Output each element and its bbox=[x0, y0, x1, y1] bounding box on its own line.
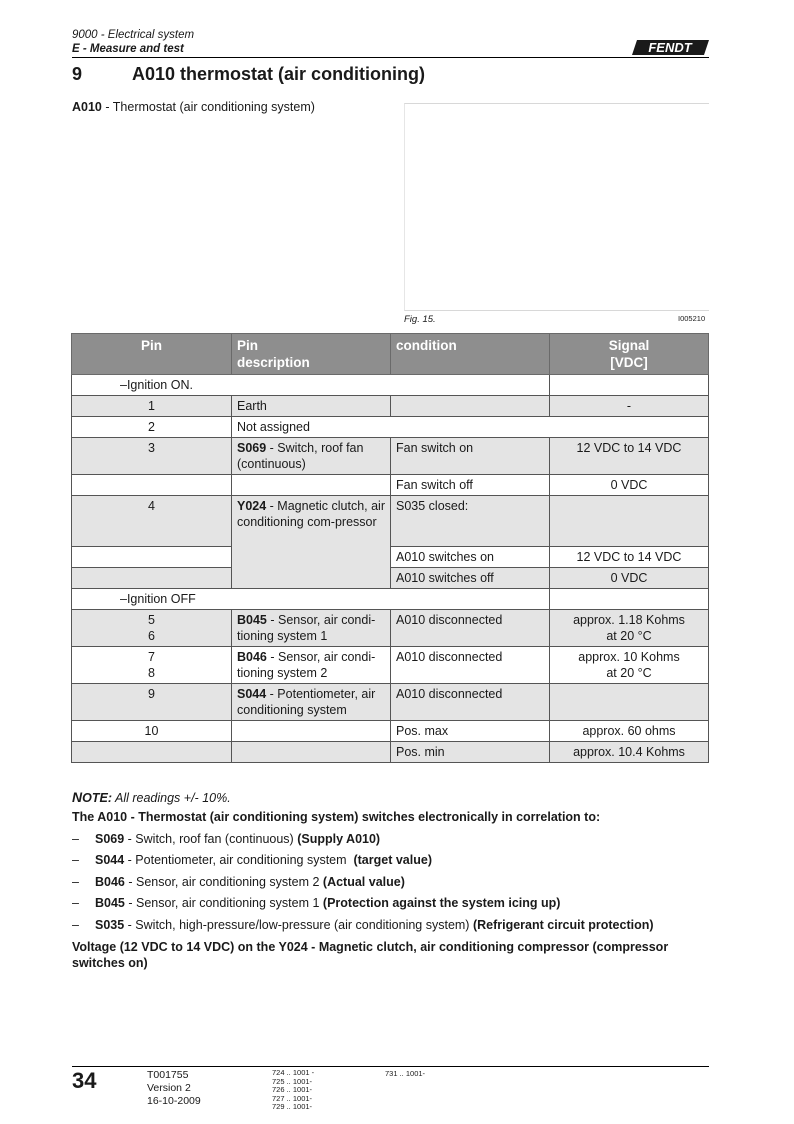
intro-code: A010 bbox=[72, 100, 102, 114]
intro-text bbox=[72, 100, 315, 114]
voltage-text: Voltage (12 VDC to 14 VDC) on the Y024 - Magnetic clutch, air conditioning compressor (compressor switches on) bbox=[72, 940, 669, 970]
header-condition: condition bbox=[391, 334, 550, 375]
figure-frame bbox=[404, 103, 709, 311]
table-row: Fan switch off 0 VDC bbox=[72, 475, 709, 496]
header-section: E - Measure and test bbox=[72, 43, 184, 55]
table-row: 3 S069 - Switch, roof fan (continuous) Fan switch on 12 VDC to 14 VDC bbox=[72, 438, 709, 475]
section-title: A010 thermostat (air conditioning) bbox=[132, 64, 426, 84]
ignition-on-label: –Ignition ON. bbox=[72, 375, 550, 396]
table-row: 2 Not assigned bbox=[72, 417, 709, 438]
footer-rule bbox=[72, 1066, 709, 1067]
header-pin-description: Pin description bbox=[232, 334, 391, 375]
table-row bbox=[72, 375, 709, 396]
table-row: 5 6 B045 - Sensor, air condi-tioning system 1 A010 disconnected approx. 1.18 Kohms at 20 °C bbox=[72, 610, 709, 647]
footer-series: 724 .. 1001 - 725 .. 1001- 726 .. 1001- 727 .. 1001- 729 .. 1001- bbox=[272, 1068, 315, 1112]
table-row: A010 switches off 0 VDC bbox=[72, 568, 709, 589]
summary-text: The A010 - Thermostat (air conditioning system) switches electronically in correlation to: bbox=[72, 810, 601, 824]
table-row: 10 Pos. max approx. 60 ohms bbox=[72, 721, 709, 742]
header-pin: Pin bbox=[72, 334, 232, 375]
fendt-logo bbox=[632, 40, 709, 55]
header-chapter: 9000 - Electrical system bbox=[72, 29, 195, 41]
page-number: 34 bbox=[72, 1068, 97, 1093]
table-row: 4 Y024 - Magnetic clutch, air conditioning com-pressor S035 closed: bbox=[72, 496, 709, 547]
table-header-row bbox=[72, 334, 709, 375]
header-signal: Signal [VDC] bbox=[550, 334, 709, 375]
table-row: Pos. min approx. 10.4 Kohms bbox=[72, 742, 709, 763]
logo-text: FENDT bbox=[648, 40, 692, 55]
table-row: 7 8 B046 - Sensor, air condi-tioning system 2 A010 disconnected approx. 10 Kohms at 20 °C bbox=[72, 647, 709, 684]
footer-series-2: 731 .. 1001- bbox=[385, 1069, 426, 1078]
ignition-off-label: –Ignition OFF bbox=[72, 589, 550, 610]
figure-caption: Fig. 15. bbox=[404, 314, 436, 325]
table-row: 1 Earth - bbox=[72, 396, 709, 417]
section-number: 9 bbox=[72, 64, 83, 84]
table-row bbox=[72, 589, 709, 610]
table-row: A010 switches on 12 VDC to 14 VDC bbox=[72, 547, 709, 568]
table-row: 9 S044 - Potentiometer, air conditioning system A010 disconnected bbox=[72, 684, 709, 721]
note: NOTE: All readings +/- 10%. bbox=[72, 789, 231, 805]
header-rule bbox=[72, 57, 709, 58]
footer-doc-info: T001755 Version 2 16-10-2009 bbox=[147, 1069, 201, 1107]
figure-code: I005210 bbox=[678, 314, 706, 323]
pin-table bbox=[71, 333, 709, 763]
intro-desc: - Thermostat (air conditioning system) bbox=[101, 100, 315, 114]
